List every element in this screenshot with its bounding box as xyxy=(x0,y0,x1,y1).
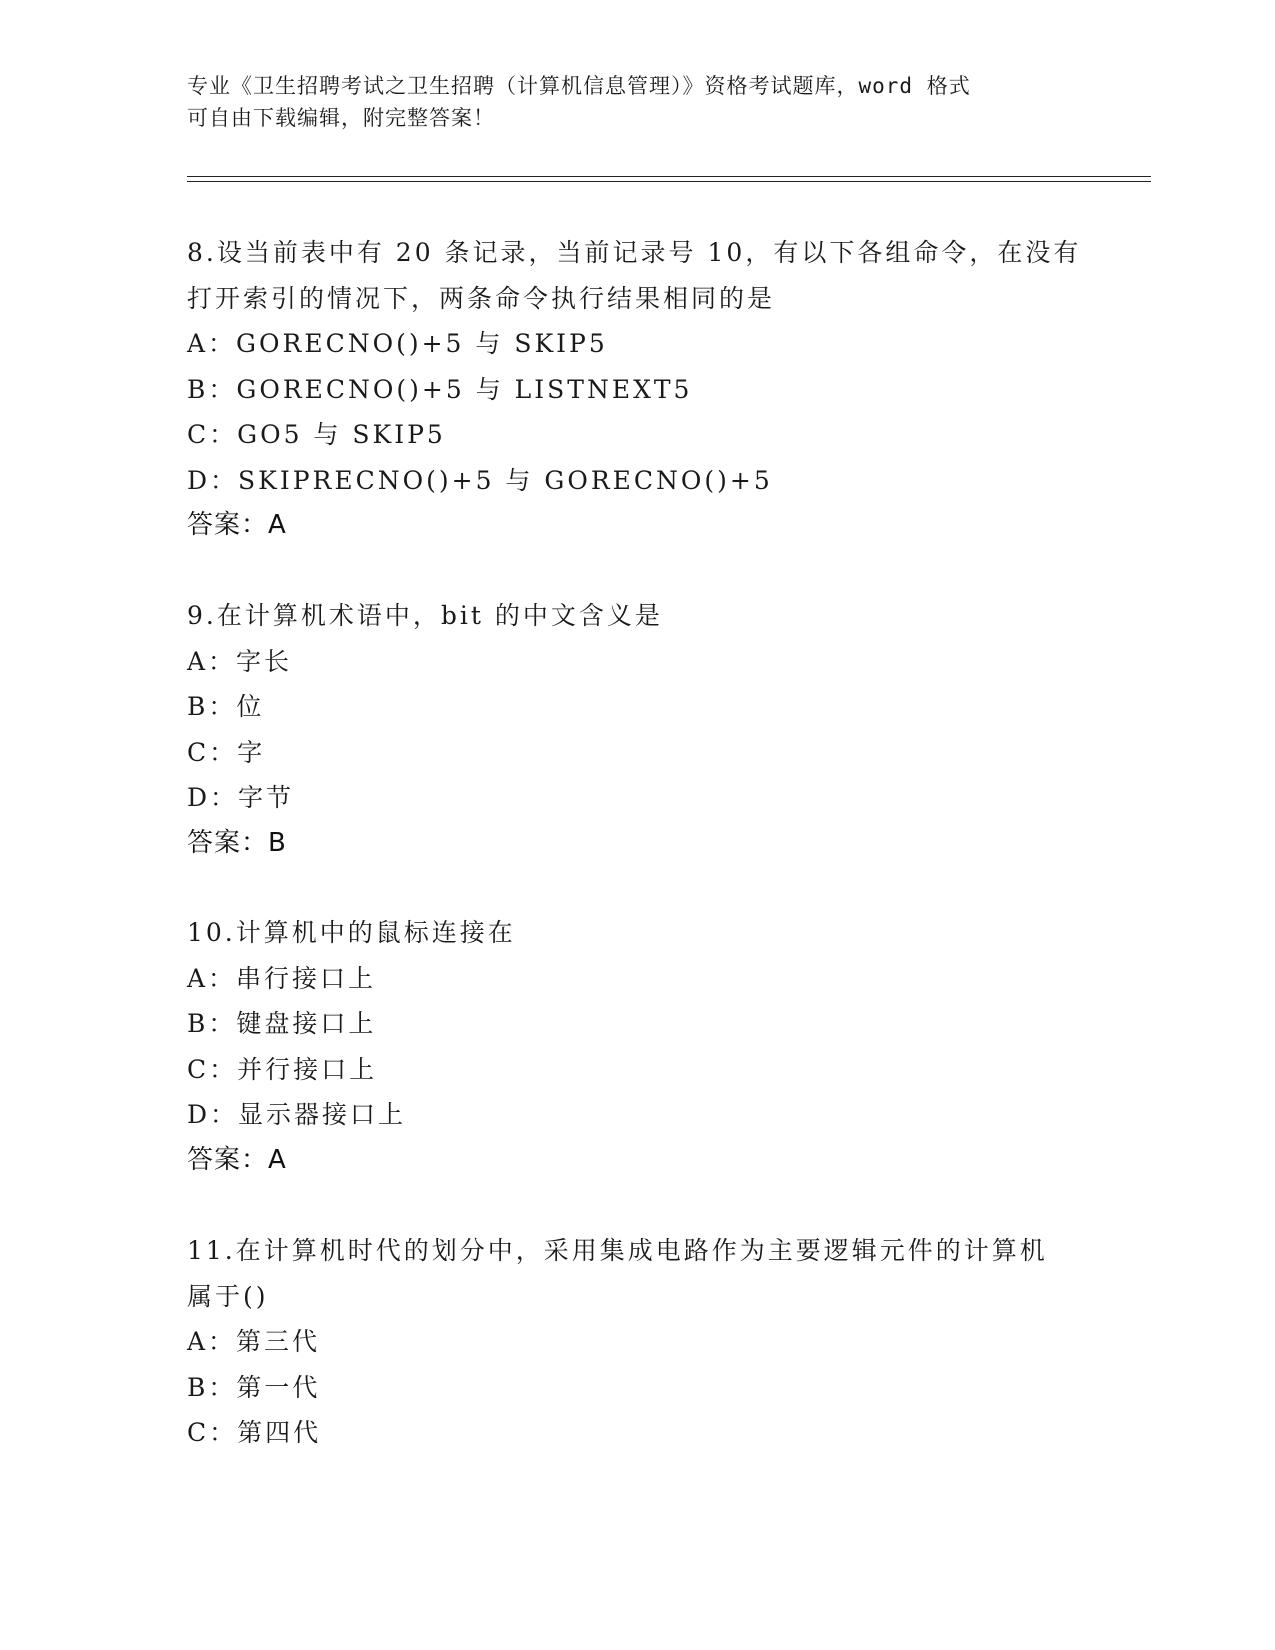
question-stem-line: 9.在计算机术语中，bit 的中文含义是 xyxy=(187,601,663,630)
option-d: D：字节 xyxy=(187,783,295,812)
option-d: D：显示器接口上 xyxy=(187,1100,407,1129)
header-divider-lower xyxy=(187,181,1151,182)
answer-label: 答案：A xyxy=(187,1144,287,1175)
question-stem-line: 8.设当前表中有 20 条记录，当前记录号 10，有以下各组命令，在没有 xyxy=(187,238,1082,267)
option-b: B：第一代 xyxy=(187,1372,321,1402)
option-b: B：键盘接口上 xyxy=(187,1009,377,1038)
header-line-2: 可自由下载编辑，附完整答案！ xyxy=(187,106,495,130)
question-stem-line: 属于() xyxy=(187,1281,269,1311)
question-block xyxy=(187,230,1087,549)
answer-label: 答案：B xyxy=(187,827,287,858)
question-block xyxy=(187,1228,1087,1456)
option-c: C：并行接口上 xyxy=(187,1054,378,1084)
header-line-1: 专业《卫生招聘考试之卫生招聘（计算机信息管理）》资格考试题库，word 格式 xyxy=(187,74,971,98)
option-a: A：GORECNO()+5 与 SKIP5 xyxy=(187,329,608,358)
question-block xyxy=(187,593,1087,866)
option-c: C：第四代 xyxy=(187,1418,322,1447)
option-c: C：GO5 与 SKIP5 xyxy=(187,420,446,449)
option-a: A：第三代 xyxy=(187,1327,321,1356)
option-a: A：字长 xyxy=(187,646,293,676)
answer-label: 答案：A xyxy=(187,510,287,540)
option-c: C：字 xyxy=(187,737,266,767)
option-a: A：串行接口上 xyxy=(187,963,377,993)
question-stem-line: 打开索引的情况下，两条命令执行结果相同的是 xyxy=(187,283,776,313)
question-stem-line: 11.在计算机时代的划分中，采用集成电路作为主要逻辑元件的计算机 xyxy=(187,1236,1048,1265)
header-divider-upper xyxy=(187,176,1151,177)
question-block xyxy=(187,910,1087,1183)
question-stem-line: 10.计算机中的鼠标连接在 xyxy=(187,918,516,947)
option-b: B：GORECNO()+5 与 LISTNEXT5 xyxy=(187,374,693,404)
document-header xyxy=(187,70,1087,134)
option-d: D：SKIPRECNO()+5 与 GORECNO()+5 xyxy=(187,465,773,495)
option-b: B：位 xyxy=(187,692,265,721)
